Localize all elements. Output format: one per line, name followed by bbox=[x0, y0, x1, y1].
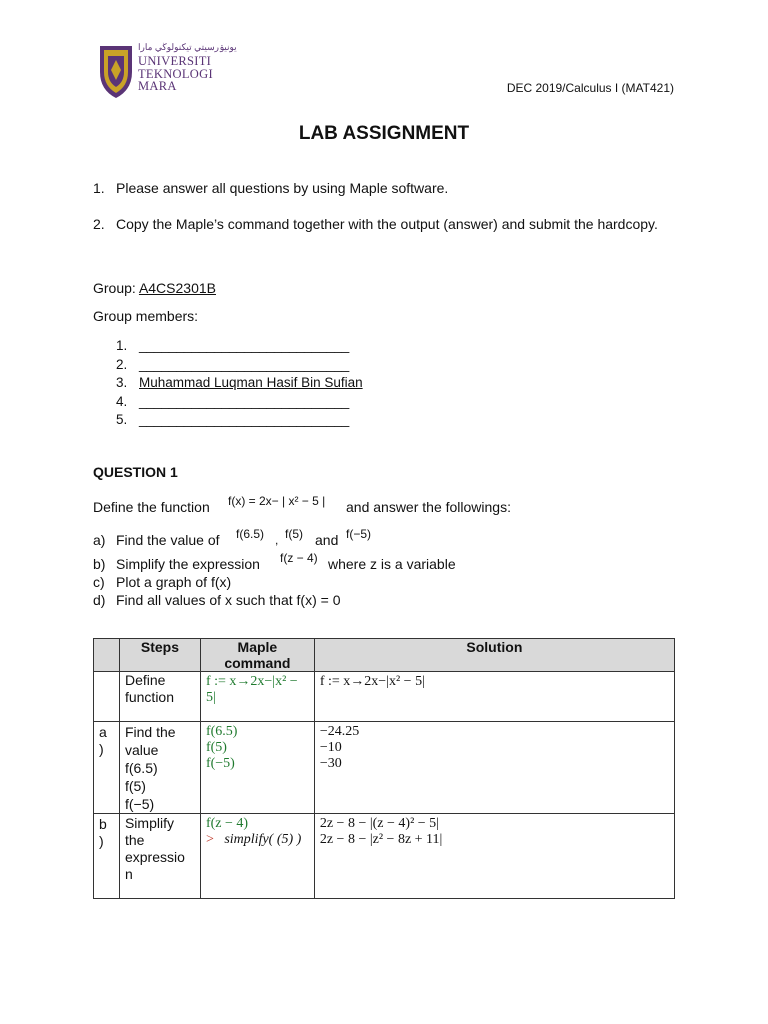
and-text: and bbox=[315, 532, 339, 548]
row-label: a ) bbox=[94, 722, 120, 814]
solution-cell: f := x→2x−|x² − 5| bbox=[314, 672, 674, 722]
members-label: Group members: bbox=[93, 308, 199, 324]
expr-f5: f(5) bbox=[285, 527, 303, 541]
question-heading: QUESTION 1 bbox=[93, 464, 178, 480]
list-item: 2. ____________________________ bbox=[116, 356, 350, 372]
list-item: 5. ____________________________ bbox=[116, 412, 350, 427]
solution-table bbox=[93, 638, 675, 899]
steps-cell: Define function bbox=[119, 672, 200, 722]
course-code: DEC 2019/Calculus I (MAT421) bbox=[506, 81, 674, 95]
uitm-logo bbox=[94, 42, 237, 100]
expr-f6-5: f(6.5) bbox=[236, 527, 265, 541]
subquestion-d: d) Find all values of x such that f(x) = 0 bbox=[93, 592, 341, 608]
row-label bbox=[94, 672, 120, 722]
instruction-1: 1. Please answer all questions by using Maple software. bbox=[93, 180, 449, 196]
solution-cell: −24.25 −10 −30 bbox=[314, 722, 674, 814]
list-item: 4. ____________________________ bbox=[116, 393, 350, 409]
group-line: Group: A4CS2301B bbox=[93, 280, 216, 296]
uitm-crest-icon bbox=[94, 42, 138, 100]
logo-jawi-text: يونيۏرسيتي تيكنولوڬي مارا bbox=[138, 42, 237, 52]
instruction-2: 2. Copy the Maple’s command together with the output (answer) and submit the hardcopy. bbox=[93, 216, 658, 232]
expr-fminus5: f(−5) bbox=[346, 527, 372, 541]
solution-cell: 2z − 8 − |(z − 4)² − 5| 2z − 8 − |z² − 8z + 11| bbox=[314, 814, 674, 899]
page-title: LAB ASSIGNMENT bbox=[298, 123, 470, 144]
header-label bbox=[94, 639, 120, 672]
maple-cell: f := x→2x−|x² − 5| bbox=[200, 672, 314, 722]
maple-cell: f(6.5) f(5) f(−5) bbox=[200, 722, 314, 814]
group-value: A4CS2301B bbox=[138, 280, 216, 296]
maple-prompt: > bbox=[205, 832, 214, 847]
subquestion-b: b) Simplify the expression bbox=[93, 556, 260, 572]
b-post: where z is a variable bbox=[328, 556, 456, 572]
list-item: 3. Muhammad Luqman Hasif Bin Sufian bbox=[116, 375, 363, 390]
header-maple: Maple command bbox=[200, 639, 314, 672]
table-header-row bbox=[94, 639, 675, 672]
logo-wordmark: UNIVERSITI TEKNOLOGI MARA bbox=[138, 54, 213, 94]
define-post: and answer the followings: bbox=[346, 499, 511, 515]
table-row bbox=[94, 722, 675, 814]
header-solution: Solution bbox=[314, 639, 674, 672]
table-row bbox=[94, 814, 675, 899]
list-item: 1. ____________________________ bbox=[116, 338, 350, 353]
function-definition: f(x) = 2x− | x² − 5 | bbox=[228, 494, 326, 508]
comma: , bbox=[275, 533, 279, 547]
steps-cell: Simplify the expressio n bbox=[119, 814, 200, 899]
header-steps: Steps bbox=[119, 639, 200, 672]
maple-cell: f(z − 4) > simplify( (5) ) bbox=[200, 814, 314, 899]
subquestion-c: c) Plot a graph of f(x) bbox=[93, 574, 232, 590]
table-row bbox=[94, 672, 675, 722]
define-pre: Define the function bbox=[93, 499, 210, 515]
members-list bbox=[116, 337, 363, 430]
subquestion-a: a) Find the value of bbox=[93, 532, 220, 548]
row-label: b ) bbox=[94, 814, 120, 899]
steps-cell: Find the value f(6.5) f(5) f(−5) bbox=[119, 722, 200, 814]
expr-fz4: f(z − 4) bbox=[280, 551, 318, 565]
